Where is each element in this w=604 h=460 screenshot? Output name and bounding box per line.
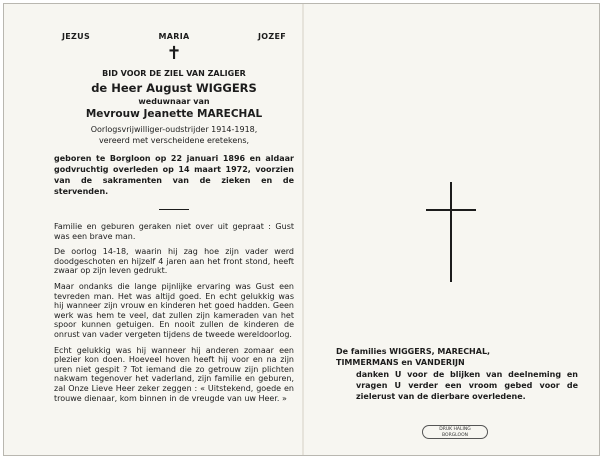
- thanks-text: danken U voor de blijken van deelneming en vragen U verder een vroom gebed voor de zielerust van de dierbare overledene.: [356, 370, 578, 401]
- card-fold: [302, 4, 304, 455]
- cross-icon: ✝: [166, 43, 182, 64]
- families-line-2: TIMMERMANS en VANDERIJN: [336, 358, 465, 367]
- eulogy-paragraph-4: Echt gelukkig was hij wanneer hij anderen zomaar een plezier kon doen. Hoeveel hoven heeft hij voor en na zijn uren niet gespit ? Tot iemand die zo getrouw zijn plichten nakwam tegenover het vaderland, zijn familie en geburen, zal Onze Lieve Heer zeker zeggen : « Uitstekend, goede en trouwe dienaar, kom binnen in de vreugde van uw Heer. »: [54, 345, 294, 403]
- eulogy-paragraph-3: Maar ondanks die lange pijnlijke ervaring was Gust een tevreden man. Het was altijd goed. En echt gelukkig was hij wanneer zijn vrouw en kinderen het goed hadden. Geen werk was hem te veel, dat zullen zijn kameraden van het spoor kunnen getuigen. En nooit zullen de kinderen de onrust van vader vergeten tijdens de tweede wereldoorlog.: [54, 281, 294, 339]
- honors-line-2: vereerd met verscheidene eretekens,: [98, 136, 250, 145]
- eulogy-paragraph-2: De oorlog 14-18, waarin hij zag hoe zijn vader werd doodgeschoten en hijzelf 4 jaren aan het front stond, heeft zwaar op zijn leven gedrukt.: [54, 247, 294, 276]
- eulogy: [54, 222, 294, 403]
- cross-vertical-bar: [450, 182, 452, 282]
- right-panel: [336, 4, 581, 455]
- honors-line-1: Oorlogsvrijwilliger-oudstrijder 1914-1918,: [90, 125, 258, 134]
- families-heading: [336, 346, 581, 368]
- families-line-1: De families WIGGERS, MARECHAL,: [336, 347, 491, 356]
- trinity-maria: MARIA: [158, 32, 190, 41]
- deceased-name: de Heer August WIGGERS: [91, 81, 257, 95]
- left-panel: [54, 12, 294, 409]
- memorial-card: [3, 3, 600, 456]
- prayer-line: BID VOOR DE ZIEL VAN ZALIGER: [102, 69, 246, 78]
- printer-stamp: [422, 425, 488, 439]
- eulogy-paragraph-1: Familie en geburen geraken niet over uit gepraat : Gust was een brave man.: [54, 222, 294, 241]
- trinity-jezus: JEZUS: [62, 32, 90, 41]
- widower-of: weduwnaar van: [138, 97, 210, 106]
- spouse-name: Mevrouw Jeanette MARECHAL: [85, 108, 263, 120]
- separator-rule: [159, 209, 189, 210]
- honors: [54, 124, 294, 146]
- cross-horizontal-bar: [426, 209, 476, 211]
- birth-death-text: geboren te Borgloon op 22 januari 1896 en aldaar godvruchtig overleden op 14 maart 1972, voorzien van de sakramenten van de zieken en de stervenden.: [54, 154, 294, 196]
- printer-line-2: BORGLOON: [442, 432, 468, 438]
- trinity-line: [62, 12, 286, 41]
- large-cross-icon: [426, 182, 476, 282]
- printer-line-1: DRUK HALING: [439, 427, 471, 432]
- trinity-jozef: JOZEF: [257, 32, 286, 41]
